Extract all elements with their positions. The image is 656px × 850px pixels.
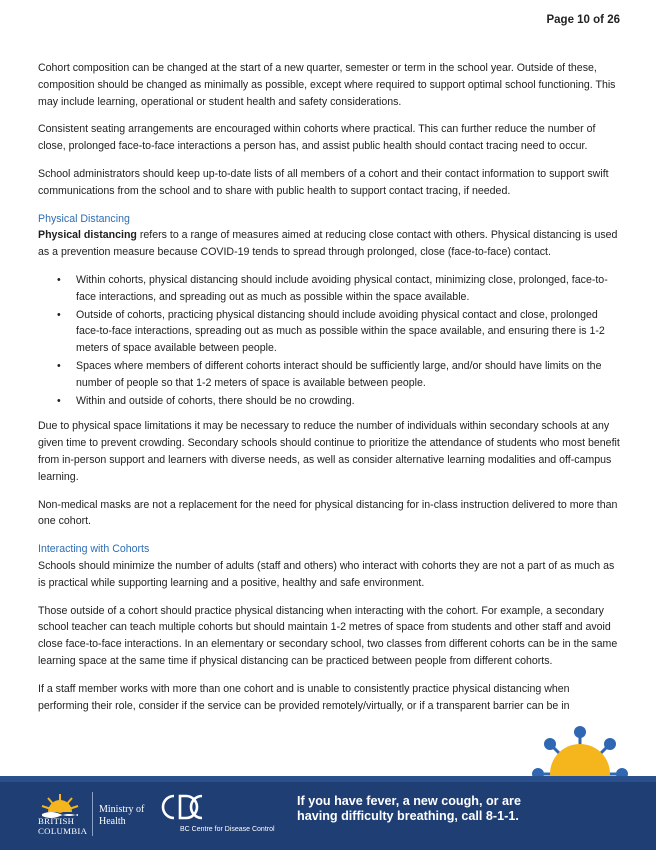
paragraph: Those outside of a cohort should practice physical distancing when interacting with the cohort. For example, a secondary school teacher can teach multiple cohorts but should maintain 1-2 metres of space from students and other staff and avoid close face-to-face interactions. In an elementary or secondary school, two classes from different cohorts can be in the same learning space at the same time if physical distancing can be practiced between people from different cohorts. [38,604,618,667]
section-heading-interacting-with-cohorts: Interacting with Cohorts [38,543,150,556]
document-body [38,60,620,725]
list-item: • Outside of cohorts, practicing physical distancing should include avoiding physical contact and close, prolonged face-to-face interactions, spreading out as much as possible within the space available, and ensuring there is 1-2 meters of space available between people. [38,307,620,357]
list-item: • Within and outside of cohorts, there should be no crowding. [38,393,620,410]
footer-banner [0,776,656,850]
paragraph: School administrators should keep up-to-date lists of all members of a cohort and their contact information to support swift communications from the school and to share with public health to support contact tracing, if needed. [38,167,609,197]
bccdc-logo-icon [160,792,206,822]
bccdc-label: BC Centre for Disease Control [180,826,275,833]
list-item: • Within cohorts, physical distancing should include avoiding physical contact, minimizing close, prolonged, face-to-face interactions, and spreading out as much as possible within the space available. [38,272,620,306]
paragraph-text: refers to a range of measures aimed at reducing close contact with others. Physical distancing is used as a prevention measure because COVID-19 tends to spread through prolonged, close (face-to-face) contact. [38,229,618,259]
paragraph: If a staff member works with more than one cohort and is unable to consistently practice physical distancing when performing their role, consider if the service can be provided remotely/virtually, or if a transparent barrier can be in [38,682,570,712]
footer-top-band [0,776,656,782]
ministry-of-health-label: Ministry of Health [99,804,145,827]
footer-divider [92,792,93,836]
list-item: • Spaces where members of different cohorts interact should be sufficiently large, and/or should have limits on the number of people so that 1-2 meters of space is available between people. [38,358,620,392]
section-heading-physical-distancing: Physical Distancing [38,212,130,225]
paragraph: Due to physical space limitations it may be necessary to reduce the number of individuals within secondary schools at any given time to prevent crowding. Secondary schools should continue to prioritize the attendance of students who most benefit from in-person support and learners with diverse needs, as well as consider alternative learning modalities and off-campus learning. [38,420,620,483]
paragraph: Schools should minimize the number of adults (staff and others) who interact with cohorts they are not a part of as much as is practical while supporting learning and a positive, healthy and safe environment. [38,559,615,589]
bullet-list [38,272,620,409]
paragraph: Cohort composition can be changed at the start of a new quarter, semester or term in the school year. Outside of these, composition should be changed as minimally as possible, except where required to support optimal school functioning. This may include learning, operational or student health and safety considerations. [38,62,616,108]
bold-term: Physical distancing [38,229,137,242]
page-number: Page 10 of 26 [546,14,620,26]
paragraph: Non-medical masks are not a replacement for the need for physical distancing for in-class instruction delivered to more than one cohort. [38,498,618,528]
paragraph: Consistent seating arrangements are encouraged within cohorts where practical. This can further reduce the number of close, prolonged face-to-face interactions a person has, and assist public health should contact tracing need to occur. [38,123,596,153]
fever-call-811-message: If you have fever, a new cough, or are having difficulty breathing, call 8-1-1. [297,794,521,823]
bc-wordmark: BRITISH COLUMBIA [38,816,88,836]
paragraph [38,227,620,261]
